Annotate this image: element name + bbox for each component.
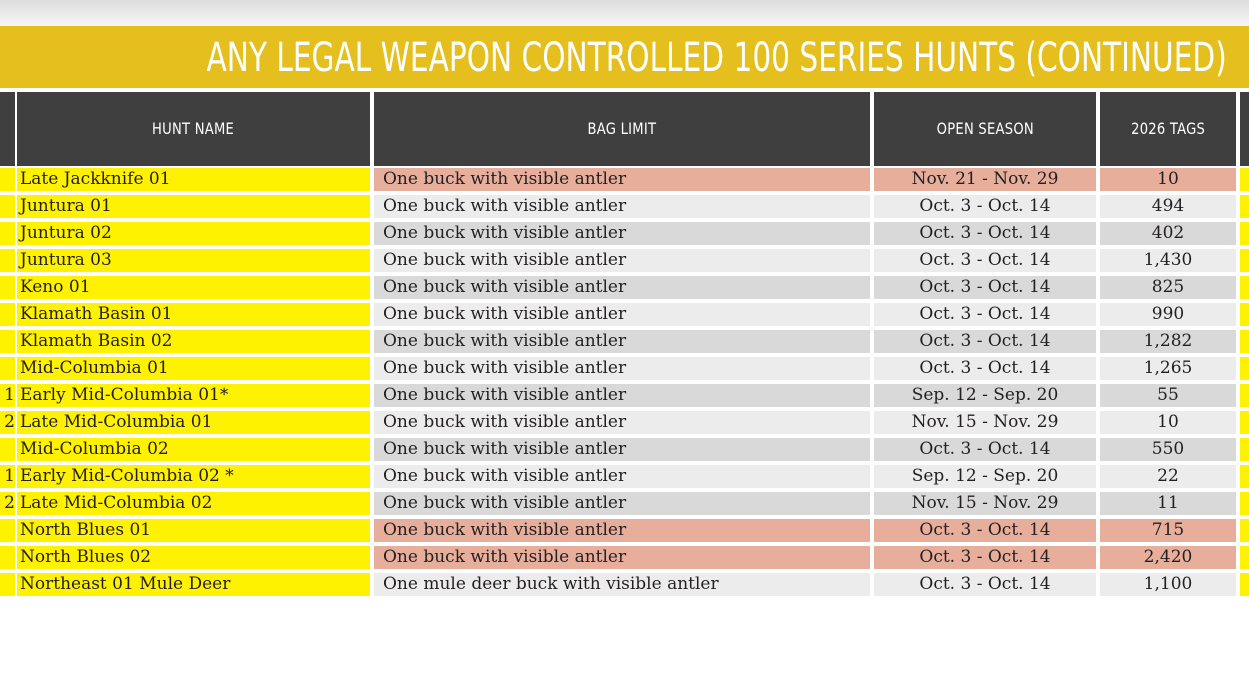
- bag-limit-cell: One buck with visible antler: [374, 411, 870, 434]
- header-open-season-label: OPEN SEASON: [936, 119, 1034, 138]
- tags-cell: 22: [1100, 465, 1236, 488]
- table-row: [0, 193, 1249, 220]
- tags-cell: 1,282: [1100, 330, 1236, 353]
- hunt-name-cell: Mid-Columbia 01: [17, 357, 370, 380]
- row-end-marker: [1240, 222, 1249, 245]
- table-row: [0, 247, 1249, 274]
- open-season-cell: Oct. 3 - Oct. 14: [874, 222, 1096, 245]
- tags-cell: 10: [1100, 168, 1236, 191]
- header-bag-limit: [374, 92, 870, 166]
- header-bag-limit-label: BAG LIMIT: [587, 119, 657, 138]
- table-row: [0, 301, 1249, 328]
- row-end-marker: [1240, 438, 1249, 461]
- tags-cell: 494: [1100, 195, 1236, 218]
- header-open-season: [874, 92, 1096, 166]
- table-body: [0, 166, 1249, 598]
- open-season-cell: Nov. 21 - Nov. 29: [874, 168, 1096, 191]
- header-num-cell: [0, 92, 15, 166]
- row-end-marker: [1240, 249, 1249, 272]
- row-end-marker: [1240, 519, 1249, 542]
- header-tags-label: 2026 TAGS: [1130, 119, 1206, 138]
- tags-cell: 715: [1100, 519, 1236, 542]
- open-season-cell: Oct. 3 - Oct. 14: [874, 519, 1096, 542]
- table-row: [0, 409, 1249, 436]
- table-row: [0, 463, 1249, 490]
- open-season-cell: Oct. 3 - Oct. 14: [874, 303, 1096, 326]
- row-end-marker: [1240, 330, 1249, 353]
- tags-cell: 990: [1100, 303, 1236, 326]
- row-number: [0, 438, 15, 461]
- row-number: 2: [0, 411, 15, 434]
- bag-limit-cell: One buck with visible antler: [374, 330, 870, 353]
- bag-limit-cell: One buck with visible antler: [374, 222, 870, 245]
- hunt-name-cell: Juntura 02: [17, 222, 370, 245]
- bag-limit-cell: One buck with visible antler: [374, 276, 870, 299]
- open-season-cell: Oct. 3 - Oct. 14: [874, 330, 1096, 353]
- hunt-name-cell: Juntura 01: [17, 195, 370, 218]
- table-row: [0, 382, 1249, 409]
- table-row: [0, 436, 1249, 463]
- bag-limit-cell: One buck with visible antler: [374, 303, 870, 326]
- open-season-cell: Oct. 3 - Oct. 14: [874, 357, 1096, 380]
- row-end-marker: [1240, 303, 1249, 326]
- header-tags: [1100, 92, 1236, 166]
- tags-cell: 1,265: [1100, 357, 1236, 380]
- open-season-cell: Oct. 3 - Oct. 14: [874, 573, 1096, 596]
- hunt-name-cell: Early Mid-Columbia 01*: [17, 384, 370, 407]
- open-season-cell: Oct. 3 - Oct. 14: [874, 546, 1096, 569]
- row-end-marker: [1240, 411, 1249, 434]
- tags-cell: 402: [1100, 222, 1236, 245]
- table-row: [0, 355, 1249, 382]
- table-header: [0, 92, 1249, 166]
- tags-cell: 11: [1100, 492, 1236, 515]
- hunt-name-cell: Keno 01: [17, 276, 370, 299]
- row-number: [0, 222, 15, 245]
- row-number: [0, 195, 15, 218]
- table-row: [0, 517, 1249, 544]
- hunt-name-cell: Northeast 01 Mule Deer: [17, 573, 370, 596]
- row-end-marker: [1240, 195, 1249, 218]
- row-number: [0, 303, 15, 326]
- row-number: [0, 357, 15, 380]
- table-row: [0, 544, 1249, 571]
- tags-cell: 2,420: [1100, 546, 1236, 569]
- table-row: [0, 571, 1249, 598]
- tags-cell: 550: [1100, 438, 1236, 461]
- bag-limit-cell: One buck with visible antler: [374, 357, 870, 380]
- header-hunt-name-label: HUNT NAME: [152, 119, 235, 138]
- row-end-marker: [1240, 546, 1249, 569]
- row-number: 1: [0, 384, 15, 407]
- hunt-name-cell: Late Mid-Columbia 02: [17, 492, 370, 515]
- bag-limit-cell: One buck with visible antler: [374, 384, 870, 407]
- row-number: [0, 573, 15, 596]
- row-number: [0, 249, 15, 272]
- tags-cell: 10: [1100, 411, 1236, 434]
- table-row: [0, 220, 1249, 247]
- hunt-name-cell: Mid-Columbia 02: [17, 438, 370, 461]
- tags-cell: 1,100: [1100, 573, 1236, 596]
- tags-cell: 1,430: [1100, 249, 1236, 272]
- open-season-cell: Sep. 12 - Sep. 20: [874, 465, 1096, 488]
- row-number: [0, 276, 15, 299]
- bag-limit-cell: One buck with visible antler: [374, 519, 870, 542]
- hunt-name-cell: Klamath Basin 01: [17, 303, 370, 326]
- table-row: [0, 166, 1249, 193]
- hunt-name-cell: North Blues 01: [17, 519, 370, 542]
- table-row: [0, 274, 1249, 301]
- table-row: [0, 328, 1249, 355]
- bag-limit-cell: One buck with visible antler: [374, 249, 870, 272]
- bag-limit-cell: One buck with visible antler: [374, 195, 870, 218]
- row-end-marker: [1240, 465, 1249, 488]
- open-season-cell: Oct. 3 - Oct. 14: [874, 195, 1096, 218]
- open-season-cell: Nov. 15 - Nov. 29: [874, 411, 1096, 434]
- row-end-marker: [1240, 276, 1249, 299]
- open-season-cell: Oct. 3 - Oct. 14: [874, 249, 1096, 272]
- row-number: [0, 546, 15, 569]
- row-end-marker: [1240, 384, 1249, 407]
- bag-limit-cell: One buck with visible antler: [374, 546, 870, 569]
- page-title: ANY LEGAL WEAPON CONTROLLED 100 SERIES HUNTS (CONTINUED): [206, 35, 1227, 81]
- top-shadow: [0, 0, 1249, 26]
- open-season-cell: Oct. 3 - Oct. 14: [874, 276, 1096, 299]
- header-hunt-name: [17, 92, 370, 166]
- open-season-cell: Sep. 12 - Sep. 20: [874, 384, 1096, 407]
- row-end-marker: [1240, 357, 1249, 380]
- open-season-cell: Nov. 15 - Nov. 29: [874, 492, 1096, 515]
- bag-limit-cell: One buck with visible antler: [374, 168, 870, 191]
- header-end-cell: [1240, 92, 1249, 166]
- hunt-name-cell: Klamath Basin 02: [17, 330, 370, 353]
- bag-limit-cell: One buck with visible antler: [374, 438, 870, 461]
- hunt-name-cell: Early Mid-Columbia 02 *: [17, 465, 370, 488]
- row-end-marker: [1240, 492, 1249, 515]
- row-end-marker: [1240, 573, 1249, 596]
- row-number: [0, 519, 15, 542]
- row-end-marker: [1240, 168, 1249, 191]
- bag-limit-cell: One buck with visible antler: [374, 492, 870, 515]
- row-number: [0, 330, 15, 353]
- bag-limit-cell: One mule deer buck with visible antler: [374, 573, 870, 596]
- tags-cell: 825: [1100, 276, 1236, 299]
- table-row: [0, 490, 1249, 517]
- hunt-name-cell: Late Mid-Columbia 01: [17, 411, 370, 434]
- row-number: 1: [0, 465, 15, 488]
- tags-cell: 55: [1100, 384, 1236, 407]
- bag-limit-cell: One buck with visible antler: [374, 465, 870, 488]
- hunt-name-cell: North Blues 02: [17, 546, 370, 569]
- row-number: 2: [0, 492, 15, 515]
- row-number: [0, 168, 15, 191]
- hunt-name-cell: Late Jackknife 01: [17, 168, 370, 191]
- hunt-name-cell: Juntura 03: [17, 249, 370, 272]
- open-season-cell: Oct. 3 - Oct. 14: [874, 438, 1096, 461]
